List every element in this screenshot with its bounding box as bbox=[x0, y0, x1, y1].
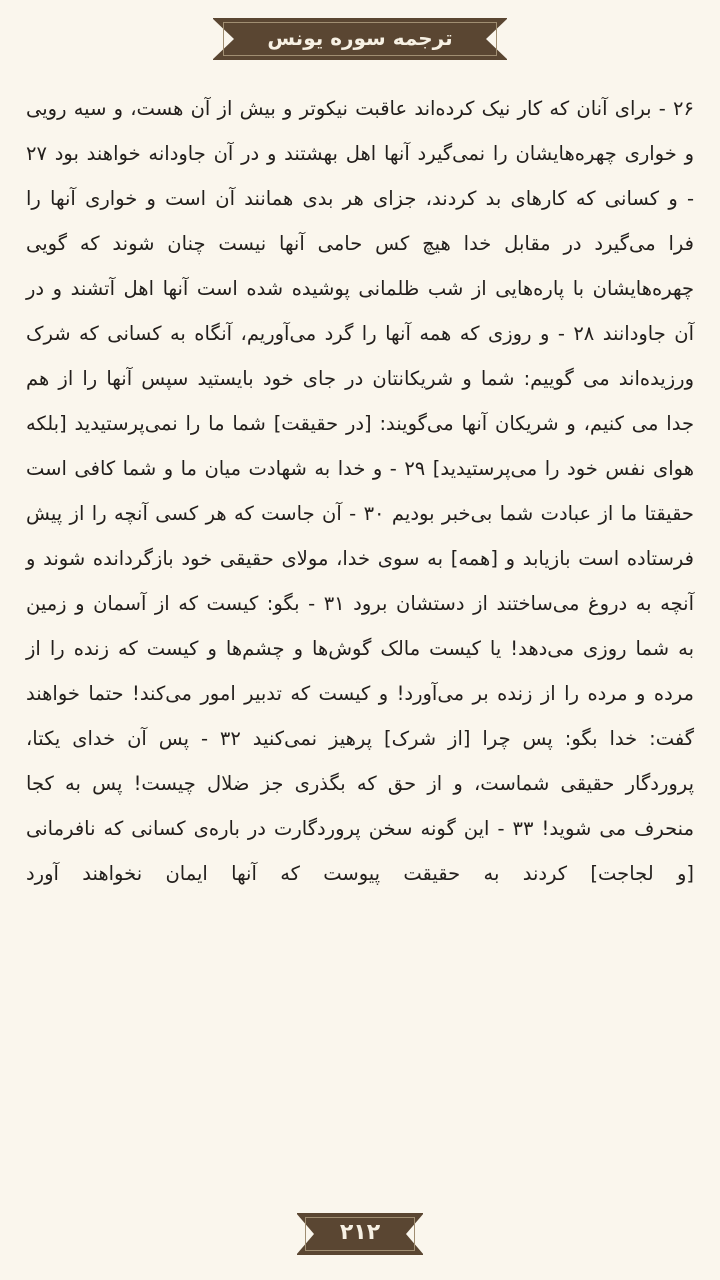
page-number: ۲۱۲ bbox=[339, 1220, 381, 1245]
surah-title: ترجمه سوره یونس bbox=[267, 26, 453, 50]
surah-title-banner bbox=[213, 18, 506, 60]
page-footer bbox=[0, 1188, 720, 1280]
translation-paragraph: ۲۶ - برای آنان که کار نیک کرده‌اند عاقبت نیکوتر و بیش از آن هست، و سیه رویی و خواری چهره‌هایشان را نمی‌گیرد آنها اهل بهشتند و در آن جاودانه خواهند بود ۲۷ - و کسانی که کارهای بد کردند، جزای هر بدی همانند آن است و خواری آنها را فرا می‌گیرد در مقابل خدا هیچ کس حامی آنها نیست چنان شوند که گویی چهره‌هایشان با پاره‌هایی از شب ظلمانی پوشیده شده است آنها اهل آتشند و در آن جاودانند ۲۸ - و روزی که همه آنها را گرد می‌آوریم، آنگاه به کسانی که شرک ورزیده‌اند می گوییم: شما و شریکانتان در جای خود بایستید سپس آنها را از هم جدا می کنیم، و شریکان آنها می‌گویند: [در حقیقت] شما ما را نمی‌پرستیدید [بلکه هوای نفس خود را می‌پرستیدید] ۲۹ - و خدا به شهادت میان ما و شما کافی است حقیقتا ما از عبادت شما بی‌خبر بودیم ۳۰ - آن جاست که هر کسی آنچه را از پیش فرستاده است بازیابد و [همه] به سوی خدا، مولای حقیقی خود بازگردانده شوند و آنچه به دروغ می‌ساختند از دستشان برود ۳۱ - بگو: کیست که از آسمان و زمین به شما روزی می‌دهد! یا کیست مالک گوش‌ها و چشم‌ها و کیست که زنده را از مرده و مرده را از زنده بر می‌آورد! و کیست که تدبیر امور می‌کند! حتما خواهند گفت: خدا بگو: پس چرا [از شرک] پرهیز نمی‌کنید ۳۲ - پس آن خدای یکتا، پروردگار حقیقی شماست، و از حق که بگذری جز ضلال چیست! پس به کجا منحرف می شوید! ۳۳ - این گونه سخن پروردگارت در باره‌ی کسانی که نافرمانی [و لجاجت] کردند به حقیقت پیوست که آنها ایمان نخواهند آورد bbox=[26, 97, 695, 885]
translation-content bbox=[0, 86, 720, 896]
page-number-badge bbox=[297, 1213, 423, 1255]
page-header bbox=[0, 0, 720, 78]
